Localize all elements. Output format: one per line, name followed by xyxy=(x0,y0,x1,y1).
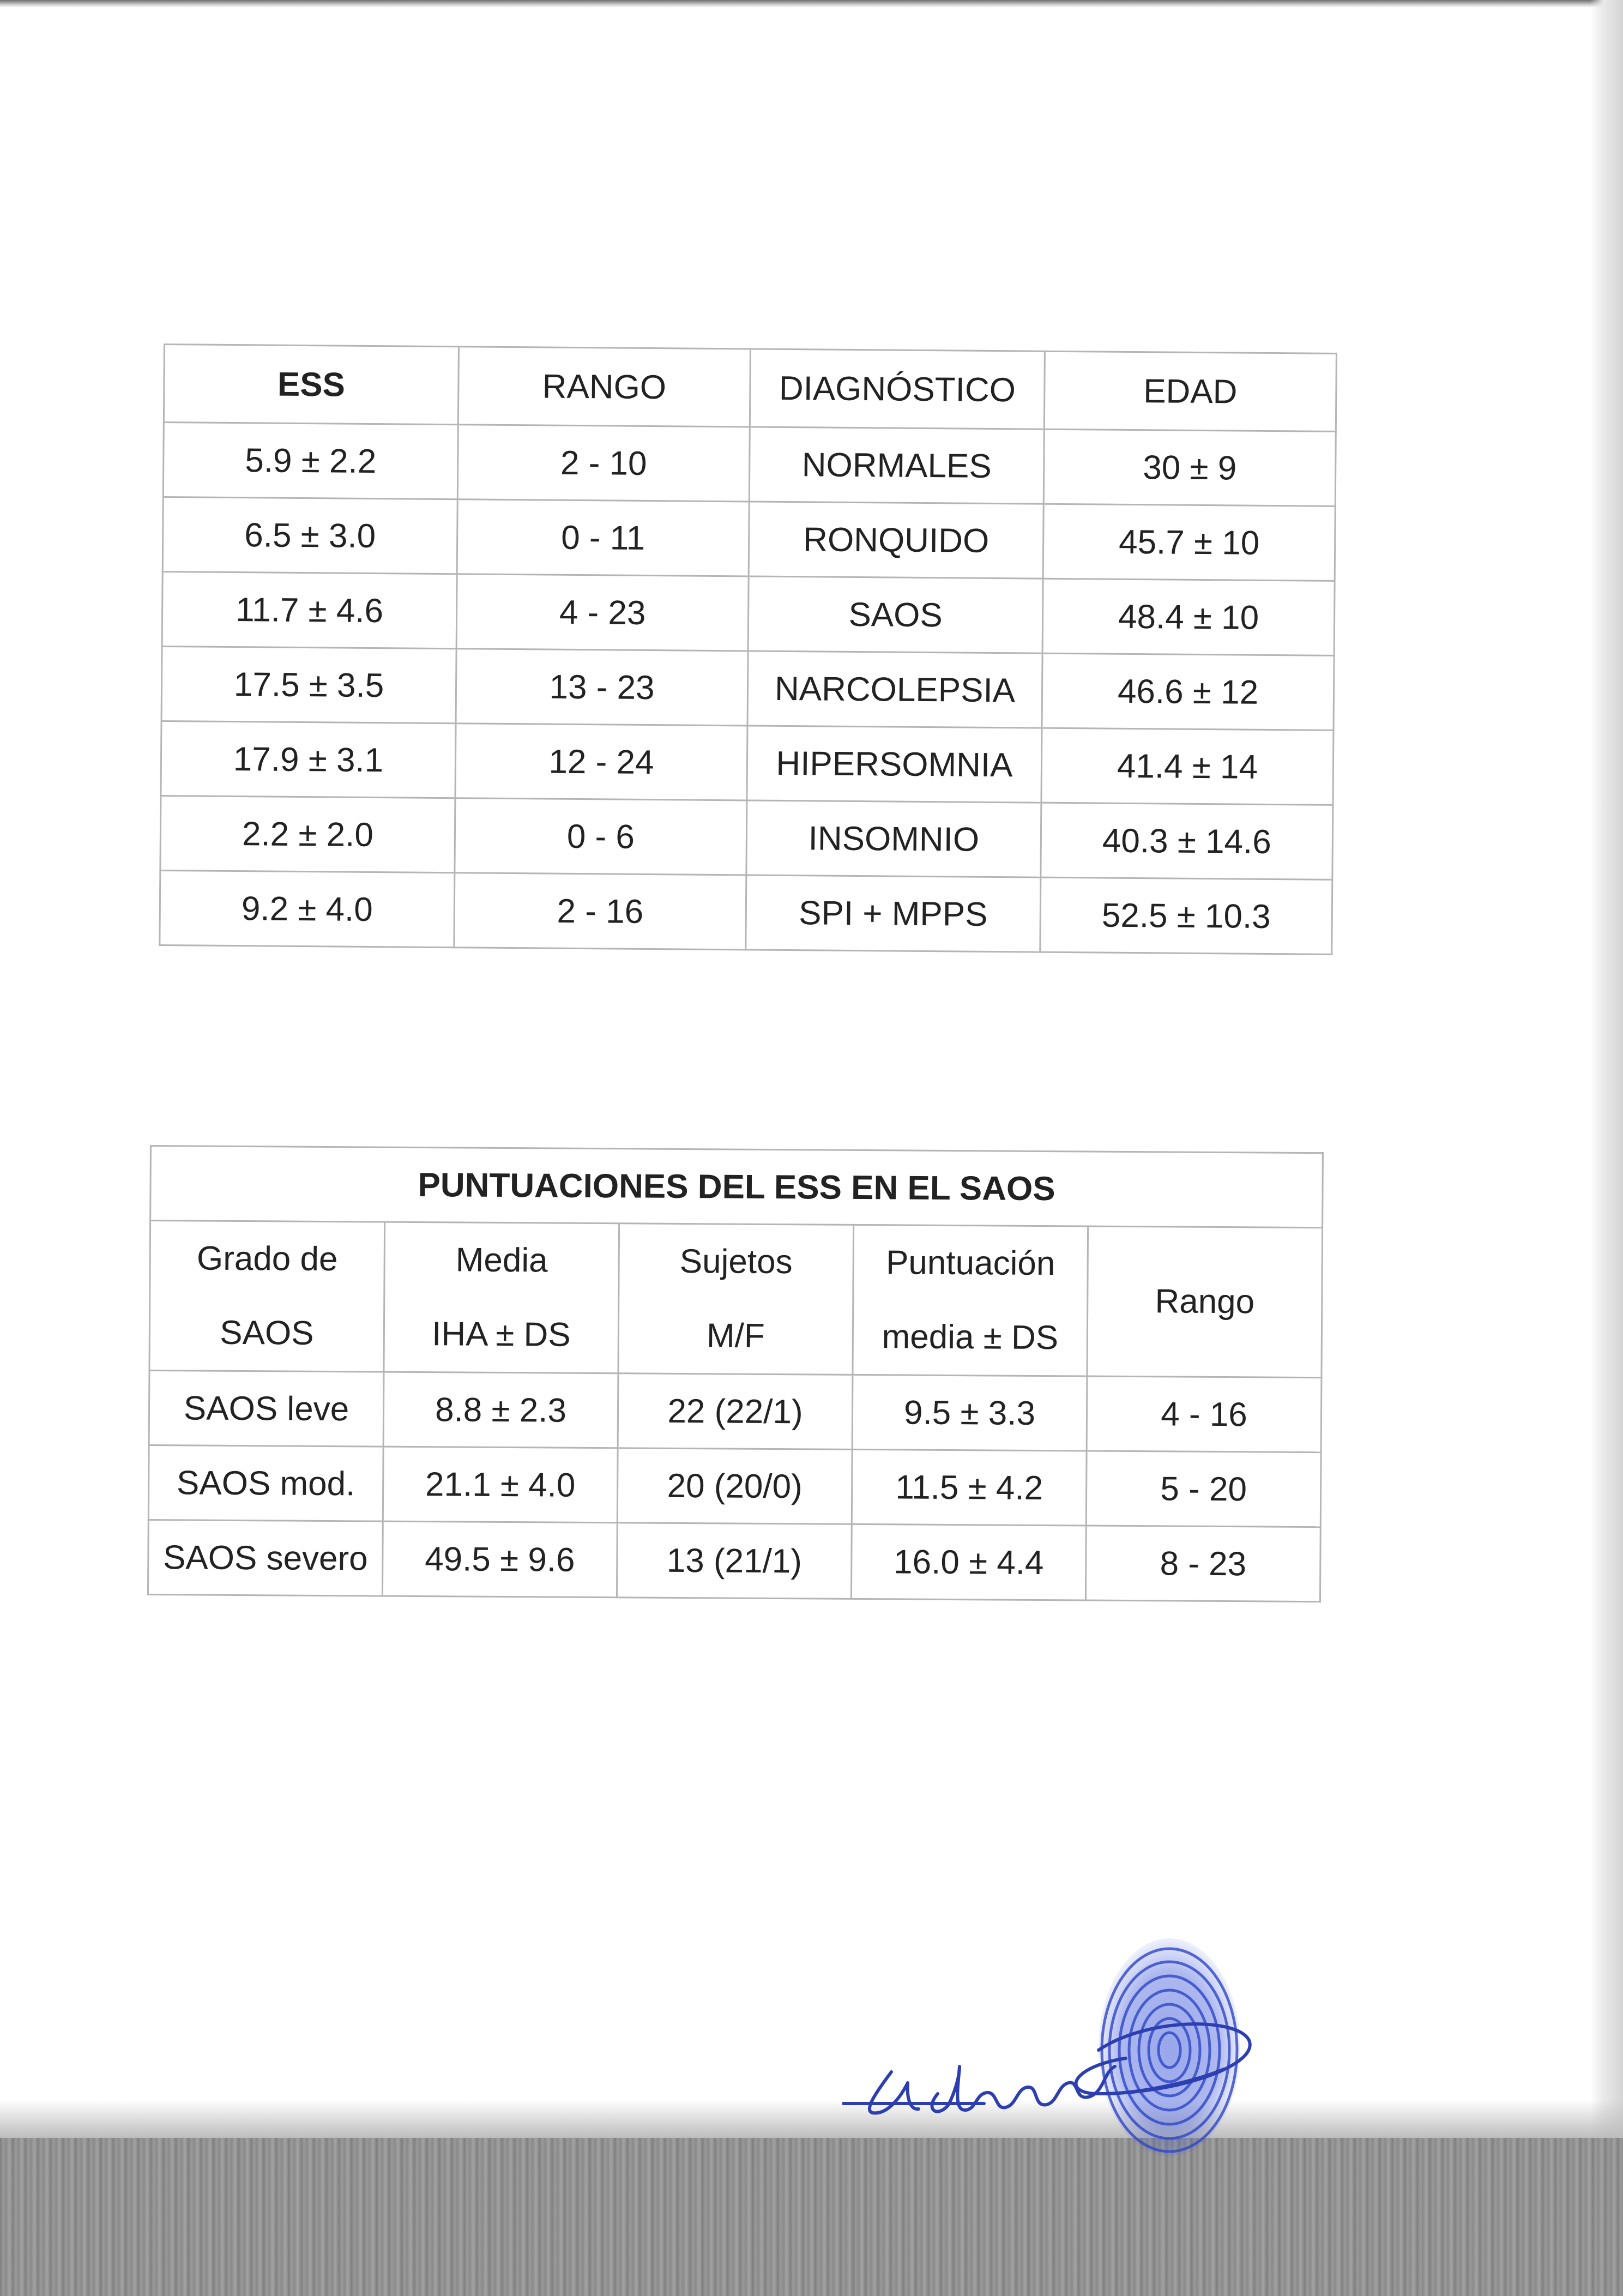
table-row xyxy=(163,423,1336,507)
diagnostico-value: SPI + MPPS xyxy=(746,875,1041,952)
media-value: 49.5 ± 9.6 xyxy=(382,1521,617,1598)
table-row xyxy=(161,646,1334,730)
header-line: SAOS xyxy=(220,1313,314,1352)
saos-header-puntuacion xyxy=(853,1225,1088,1376)
signature-with-fingerprint xyxy=(842,1930,1268,2165)
header-line: media ± DS xyxy=(882,1318,1059,1357)
ess-header-rango: RANGO xyxy=(458,347,750,427)
puntuacion-value: 16.0 ± 4.4 xyxy=(851,1524,1086,1600)
rango-value: 12 - 24 xyxy=(455,724,747,800)
edad-value: 30 ± 9 xyxy=(1043,429,1336,506)
scan-bottom-band xyxy=(0,2138,1623,2296)
table-row xyxy=(149,1371,1322,1453)
rango-value: 0 - 11 xyxy=(457,499,749,576)
header-line: M/F xyxy=(706,1317,765,1355)
rango-value: 0 - 6 xyxy=(455,798,747,875)
table-row xyxy=(161,721,1334,805)
diagnostico-value: RONQUIDO xyxy=(749,502,1043,578)
grado-value: SAOS leve xyxy=(149,1371,384,1447)
table-row xyxy=(160,796,1333,879)
edad-value: 48.4 ± 10 xyxy=(1042,578,1335,655)
sujetos-value: 20 (20/0) xyxy=(617,1448,852,1524)
sujetos-value: 22 (22/1) xyxy=(618,1373,853,1450)
edad-value: 40.3 ± 14.6 xyxy=(1041,803,1333,879)
diagnostico-value: NARCOLEPSIA xyxy=(747,651,1042,728)
rango-value: 4 - 23 xyxy=(456,574,749,651)
ess-header-edad: EDAD xyxy=(1044,351,1336,431)
saos-header-grado xyxy=(149,1221,385,1372)
header-line: IHA ± DS xyxy=(431,1315,571,1354)
scan-top-edge xyxy=(0,0,1623,8)
ess-header-ess: ESS xyxy=(164,345,458,425)
header-line: Sujetos xyxy=(679,1242,793,1281)
ess-value: 11.7 ± 4.6 xyxy=(162,571,457,648)
ess-header-diagnostico: DIAGNÓSTICO xyxy=(750,349,1045,429)
media-value: 21.1 ± 4.0 xyxy=(383,1447,618,1523)
table-row xyxy=(160,870,1332,954)
saos-header-media xyxy=(384,1222,619,1373)
edad-value: 45.7 ± 10 xyxy=(1043,504,1335,581)
ess-value: 17.5 ± 3.5 xyxy=(161,646,456,723)
header-line: Media xyxy=(455,1241,548,1280)
media-value: 8.8 ± 2.3 xyxy=(383,1372,618,1448)
fingerprint-icon xyxy=(1099,1938,1240,2156)
header-line: Grado de xyxy=(196,1239,338,1279)
grado-value: SAOS mod. xyxy=(148,1445,383,1521)
sujetos-value: 13 (21/1) xyxy=(617,1523,852,1599)
puntuacion-value: 9.5 ± 3.3 xyxy=(852,1375,1087,1451)
saos-title-row xyxy=(150,1146,1323,1228)
diagnostico-value: NORMALES xyxy=(749,427,1044,504)
ess-diagnosis-table xyxy=(159,344,1337,955)
puntuacion-value: 11.5 ± 4.2 xyxy=(852,1449,1087,1526)
rango-value: 8 - 23 xyxy=(1085,1526,1320,1602)
edad-value: 46.6 ± 12 xyxy=(1042,653,1334,730)
rango-value: 13 - 23 xyxy=(456,649,748,726)
saos-scores-table xyxy=(147,1145,1324,1602)
saos-header-sujetos xyxy=(618,1224,854,1375)
rango-value: 5 - 20 xyxy=(1086,1451,1321,1527)
diagnostico-value: SAOS xyxy=(748,576,1043,653)
table-row xyxy=(148,1445,1321,1527)
ess-header-row xyxy=(164,345,1336,432)
grado-value: SAOS severo xyxy=(148,1520,383,1596)
rango-value: 2 - 16 xyxy=(454,873,746,950)
ess-value: 5.9 ± 2.2 xyxy=(163,423,458,499)
table-row xyxy=(148,1520,1320,1601)
saos-header-rango xyxy=(1087,1226,1323,1378)
scan-right-edge xyxy=(1590,0,1623,2296)
rango-value: 4 - 16 xyxy=(1087,1376,1322,1453)
header-line: Rango xyxy=(1155,1282,1255,1321)
ess-value: 17.9 ± 3.1 xyxy=(161,721,456,798)
table-row xyxy=(162,497,1335,581)
diagnostico-value: HIPERSOMNIA xyxy=(747,726,1042,803)
table-row xyxy=(162,571,1335,655)
ess-value: 9.2 ± 4.0 xyxy=(160,870,455,947)
ess-value: 2.2 ± 2.0 xyxy=(160,796,455,872)
edad-value: 41.4 ± 14 xyxy=(1041,728,1334,805)
rango-value: 2 - 10 xyxy=(457,425,750,502)
diagnostico-value: INSOMNIO xyxy=(746,800,1041,877)
saos-header-row xyxy=(149,1221,1323,1378)
edad-value: 52.5 ± 10.3 xyxy=(1040,877,1332,954)
saos-table-title: PUNTUACIONES DEL ESS EN EL SAOS xyxy=(150,1146,1323,1228)
header-line: Puntuación xyxy=(885,1244,1055,1283)
ess-value: 6.5 ± 3.0 xyxy=(162,497,457,574)
